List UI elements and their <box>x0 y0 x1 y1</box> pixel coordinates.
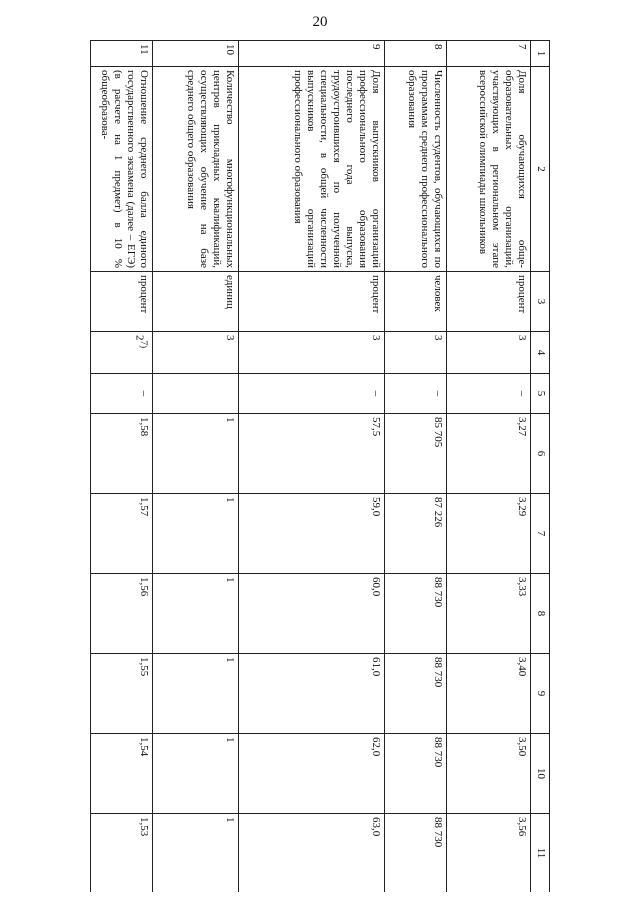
value-cell: 88 730 <box>385 654 447 734</box>
col5-cell: – <box>239 374 385 414</box>
col5-cell: – <box>447 374 531 414</box>
table-row <box>447 41 531 893</box>
header-cell: 9 <box>531 654 550 734</box>
value-cell: 87 226 <box>385 494 447 574</box>
table-row <box>91 41 153 893</box>
header-cell: 3 <box>531 272 550 332</box>
indicator-name: Доля выпускников организаций профессионального образования последнего года выпуска, трудоустроившихся по полученной специальности, в общей численности выпускников организаций профессионального образования <box>239 67 385 272</box>
indicators-table <box>90 40 550 892</box>
base-cell: 3 <box>153 332 239 374</box>
value-cell: 63,0 <box>239 814 385 893</box>
table-row <box>385 41 447 893</box>
value-cell: 60,0 <box>239 574 385 654</box>
value-cell: 3,40 <box>447 654 531 734</box>
base-cell: 3 <box>447 332 531 374</box>
indicator-name: Количество многофункциональных центров прикладных квалификаций, осуществляющих обучение на базе среднего общего образования <box>153 67 239 272</box>
header-cell: 8 <box>531 574 550 654</box>
header-cell: 5 <box>531 374 550 414</box>
value-cell: 1 <box>153 574 239 654</box>
value-cell: 3,50 <box>447 734 531 814</box>
value-cell: 57,5 <box>239 414 385 494</box>
row-number: 8 <box>385 41 447 67</box>
header-cell: 4 <box>531 332 550 374</box>
value-cell: 85 705 <box>385 414 447 494</box>
header-cell: 7 <box>531 494 550 574</box>
value-cell: 1,53 <box>91 814 153 893</box>
page-number: 20 <box>312 14 328 30</box>
header-cell: 10 <box>531 734 550 814</box>
value-cell: 1,56 <box>91 574 153 654</box>
value-cell: 1,58 <box>91 414 153 494</box>
value-cell: 1 <box>153 494 239 574</box>
value-cell: 1 <box>153 414 239 494</box>
value-cell: 1 <box>153 654 239 734</box>
value-cell: 1,57 <box>91 494 153 574</box>
table-row <box>239 41 385 893</box>
header-cell: 1 <box>531 41 550 67</box>
table-frame <box>90 40 550 892</box>
row-number: 11 <box>91 41 153 67</box>
value-cell: 1,54 <box>91 734 153 814</box>
base-cell: 3 <box>385 332 447 374</box>
col5-cell: – <box>385 374 447 414</box>
table-row <box>153 41 239 893</box>
value-cell: 88 730 <box>385 814 447 893</box>
footnote-mark: 7) <box>139 340 149 349</box>
value-cell: 62,0 <box>239 734 385 814</box>
value-cell: 1 <box>153 734 239 814</box>
value-cell: 3,33 <box>447 574 531 654</box>
rotated-table-container <box>90 40 550 892</box>
col5-cell: – <box>91 374 153 414</box>
unit-cell: процент <box>447 272 531 332</box>
header-row <box>531 41 550 893</box>
indicator-name: Численность студентов, обучающихся по программам среднего профессионального образования <box>385 67 447 272</box>
base-cell <box>91 332 153 374</box>
header-cell: 11 <box>531 814 550 893</box>
header-cell: 6 <box>531 414 550 494</box>
row-number: 9 <box>239 41 385 67</box>
value-cell: 3,27 <box>447 414 531 494</box>
value-cell: 88 730 <box>385 734 447 814</box>
unit-cell: человек <box>385 272 447 332</box>
header-cell: 2 <box>531 67 550 272</box>
value-cell: 59,0 <box>239 494 385 574</box>
value-cell: 3,56 <box>447 814 531 893</box>
indicator-name: Отношение среднего балла единого государственного экзамена (далее – ЕГЭ) (в расчете на 1 предмет) в 10 % общеобразова- <box>91 67 153 272</box>
row-number: 7 <box>447 41 531 67</box>
base-cell: 3 <box>239 332 385 374</box>
value-cell: 1,55 <box>91 654 153 734</box>
unit-cell: единиц <box>153 272 239 332</box>
value-cell: 1 <box>153 814 239 893</box>
unit-cell: процент <box>239 272 385 332</box>
indicator-name: Доля обучающихся обще-образовательных организаций, участвующих в региональном этапе всероссийской олимпиады школьников <box>447 67 531 272</box>
unit-cell: процент <box>91 272 153 332</box>
base-value: 2 <box>133 335 146 341</box>
row-number: 10 <box>153 41 239 67</box>
value-cell: 88 730 <box>385 574 447 654</box>
value-cell: 3,29 <box>447 494 531 574</box>
value-cell: 61,0 <box>239 654 385 734</box>
col5-cell <box>153 374 239 414</box>
